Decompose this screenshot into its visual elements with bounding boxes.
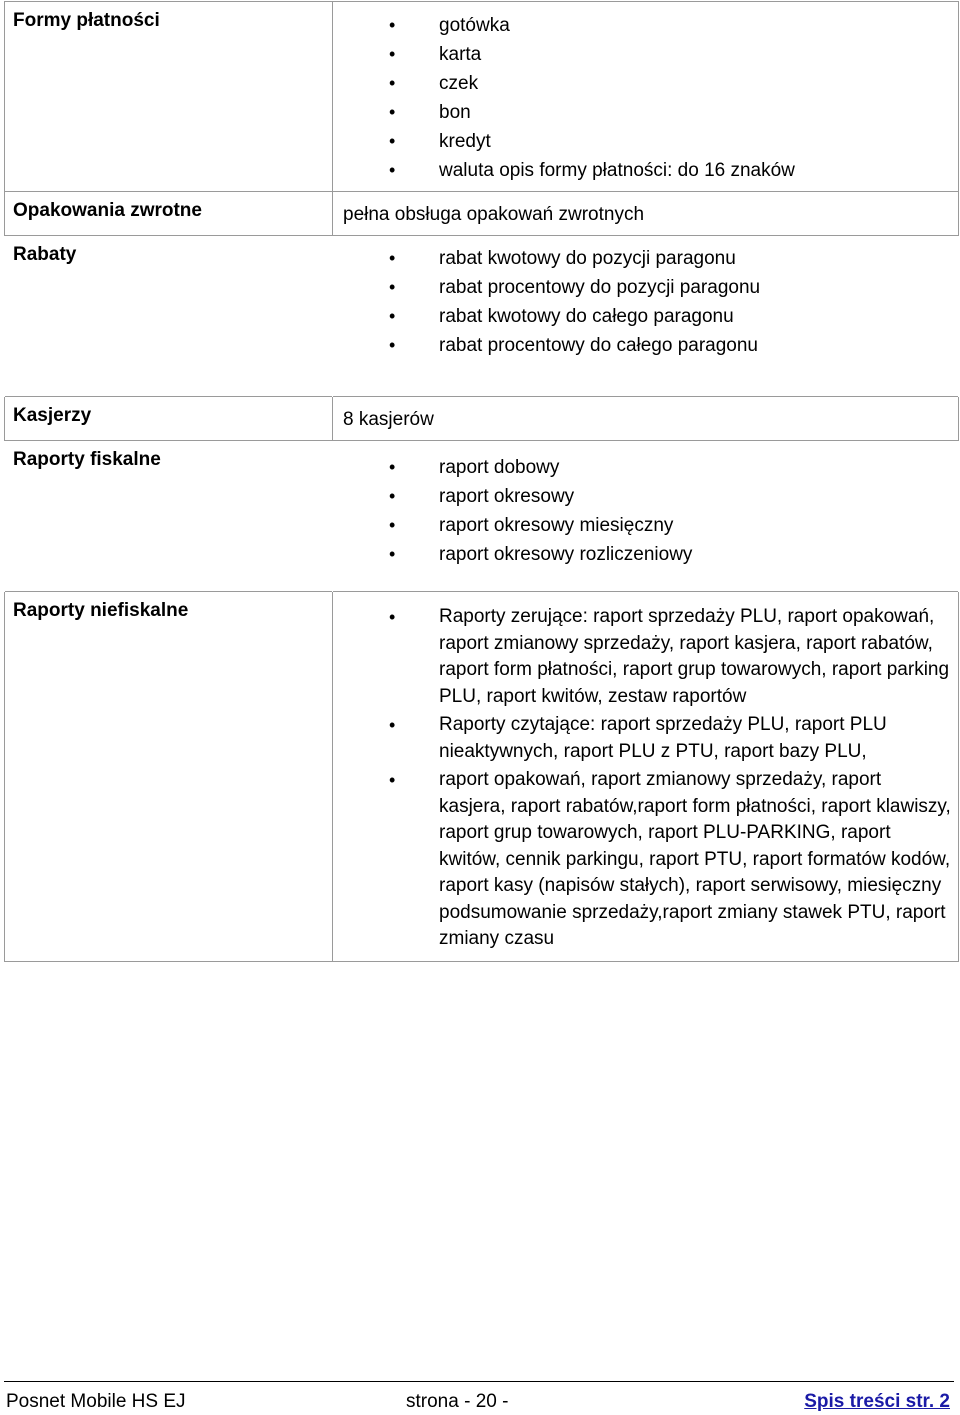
row-value [333, 441, 959, 592]
bullet-list [343, 453, 952, 569]
row-label: Kasjerzy [5, 397, 333, 441]
list-item: • Raporty zerujące: raport sprzedaży PLU, raport opakowań, raport zmianowy sprzedaży, raport kasjera, raport rabatów, raport form płatności, raport grup towarowych, raport parking PLU, raport kwitów, zestaw raportów [343, 604, 952, 710]
list-item: • rabat kwotowy do pozycji paragonu [343, 244, 952, 273]
list-item: • Raporty czytające: raport sprzedaży PLU, raport PLU nieaktywnych, raport PLU z PTU, raport bazy PLU, [343, 712, 952, 765]
row-label: Formy płatności [5, 2, 333, 192]
list-item: • rabat kwotowy do całego paragonu [343, 302, 952, 331]
row-value [333, 192, 959, 236]
row-value-text: pełna obsługa opakowań zwrotnych [343, 204, 645, 225]
row-value [333, 236, 959, 397]
list-item: • bon [343, 98, 952, 127]
row-nonfiscal-reports [5, 592, 959, 962]
list-item: • kredyt [343, 127, 952, 156]
bullet-list [343, 604, 952, 953]
row-cashiers [5, 397, 959, 441]
row-value-text: 8 kasjerów [343, 409, 434, 430]
row-value [333, 397, 959, 441]
toc-link[interactable]: Spis treści str. 2 [804, 1391, 950, 1412]
bullet-list [343, 244, 952, 360]
specification-table [4, 1, 959, 962]
row-discounts [5, 236, 959, 397]
bullet-list [343, 11, 952, 185]
list-item: • czek [343, 69, 952, 98]
list-item: • waluta opis formy płatności: do 16 znaków [343, 156, 952, 185]
row-value [333, 592, 959, 962]
list-item: • karta [343, 40, 952, 69]
row-payment-forms [5, 2, 959, 192]
page-footer [4, 1381, 954, 1414]
row-fiscal-reports [5, 441, 959, 592]
row-label: Raporty fiskalne [13, 449, 161, 470]
list-item: • rabat procentowy do całego paragonu [343, 331, 952, 360]
footer-page-number: strona - 20 - [406, 1391, 509, 1412]
row-label: Opakowania zwrotne [5, 192, 333, 236]
row-label: Raporty niefiskalne [5, 592, 333, 962]
list-item: • raport dobowy [343, 453, 952, 482]
list-item: • raport okresowy [343, 482, 952, 511]
list-item: • rabat procentowy do pozycji paragonu [343, 273, 952, 302]
list-item: • raport okresowy rozliczeniowy [343, 540, 952, 569]
row-returnable-packaging [5, 192, 959, 236]
footer-product-name: Posnet Mobile HS EJ [6, 1391, 186, 1412]
list-item: • raport opakowań, raport zmianowy sprzedaży, raport kasjera, raport rabatów,raport form płatności, raport klawiszy, raport grup towarowych, raport PLU-PARKING, raport kwitów, cennik parkingu, raport PTU, raport formatów kodów, raport kasy (napisów stałych), raport serwisowy, miesięczny podsumowanie sprzedaży,raport zmiany stawek PTU, raport zmiany czasu [343, 767, 952, 953]
row-label: Rabaty [13, 244, 77, 265]
row-value [333, 2, 959, 192]
list-item: • gotówka [343, 11, 952, 40]
list-item: • raport okresowy miesięczny [343, 511, 952, 540]
